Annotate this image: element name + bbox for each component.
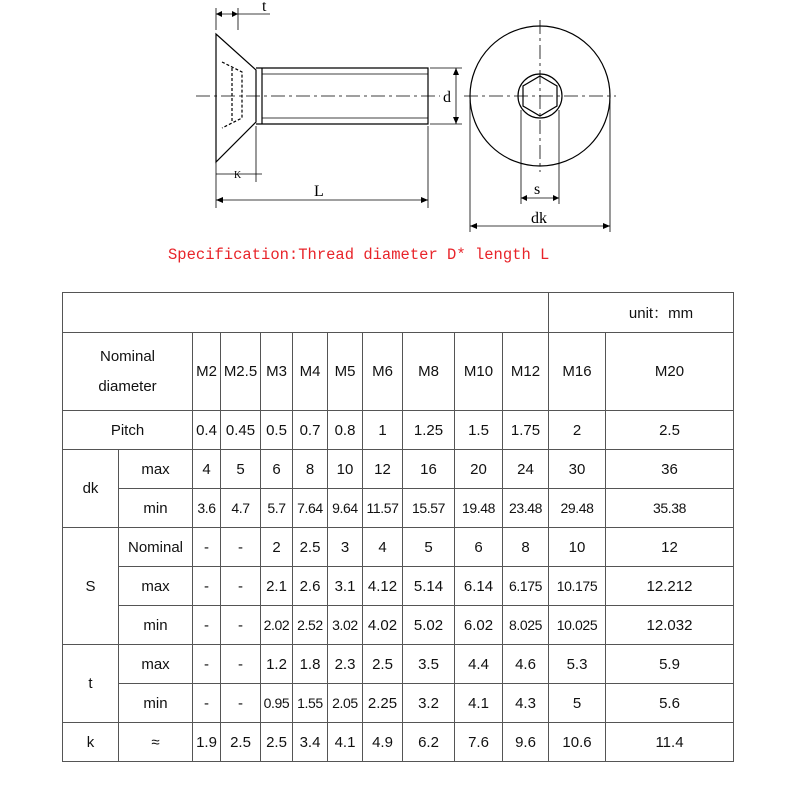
table-cell: 2.5 — [221, 723, 261, 762]
table-cell: 4.3 — [503, 684, 549, 723]
table-cell: 2.25 — [363, 684, 403, 723]
table-cell: 36 — [606, 450, 734, 489]
table-cell: 5.6 — [606, 684, 734, 723]
dim-label-d: d — [443, 89, 451, 106]
table-cell: 24 — [503, 450, 549, 489]
table-cell: 6 — [261, 450, 293, 489]
size-cell: M12 — [503, 333, 549, 411]
s-nominal-row — [63, 528, 734, 567]
table-cell: 2.5 — [606, 411, 734, 450]
table-cell: 20 — [455, 450, 503, 489]
table-cell: 15.57 — [403, 489, 455, 528]
table-cell: 2.5 — [363, 645, 403, 684]
size-cell: M3 — [261, 333, 293, 411]
size-cell: M8 — [403, 333, 455, 411]
table-cell: 4.7 — [221, 489, 261, 528]
pitch-row — [63, 411, 734, 450]
table-cell: 0.5 — [261, 411, 293, 450]
s-label: S — [63, 528, 119, 645]
table-cell: 7.64 — [293, 489, 328, 528]
table-cell: 8 — [293, 450, 328, 489]
table-cell: 10.025 — [549, 606, 606, 645]
table-cell: 11.4 — [606, 723, 734, 762]
s-max-row — [63, 567, 734, 606]
table-cell: 5.7 — [261, 489, 293, 528]
table-cell: 12.212 — [606, 567, 734, 606]
nominal-diameter-row — [63, 333, 734, 411]
t-max-label: max — [119, 645, 193, 684]
table-cell: 3.6 — [193, 489, 221, 528]
screw-technical-drawing — [0, 0, 800, 240]
table-cell: 1.5 — [455, 411, 503, 450]
table-cell: 4.1 — [455, 684, 503, 723]
dim-label-t: t — [262, 0, 267, 15]
table-cell: 4.02 — [363, 606, 403, 645]
dimension-table — [62, 292, 734, 762]
table-cell: 6 — [455, 528, 503, 567]
table-cell: - — [221, 528, 261, 567]
table-cell: 9.6 — [503, 723, 549, 762]
table-cell: 5.02 — [403, 606, 455, 645]
table-cell: 2.02 — [261, 606, 293, 645]
table-cell: 19.48 — [455, 489, 503, 528]
table-cell: 1.9 — [193, 723, 221, 762]
table-cell: - — [221, 567, 261, 606]
table-cell: 4.6 — [503, 645, 549, 684]
table-cell: - — [193, 606, 221, 645]
table-cell: 4.12 — [363, 567, 403, 606]
table-cell: 3.1 — [328, 567, 363, 606]
s-min-row — [63, 606, 734, 645]
table-cell: - — [221, 645, 261, 684]
table-cell: 12.032 — [606, 606, 734, 645]
table-cell: 4 — [193, 450, 221, 489]
dim-label-k: K — [234, 170, 242, 181]
size-cell: M2.5 — [221, 333, 261, 411]
table-cell: 2 — [549, 411, 606, 450]
s-min-label: min — [119, 606, 193, 645]
table-cell: - — [193, 567, 221, 606]
table-cell: 1.25 — [403, 411, 455, 450]
table-cell: - — [193, 684, 221, 723]
table-cell: 4.1 — [328, 723, 363, 762]
table-cell: 11.57 — [363, 489, 403, 528]
table-cell: 5 — [549, 684, 606, 723]
table-cell: 1.2 — [261, 645, 293, 684]
dk-max-row — [63, 450, 734, 489]
table-cell: 29.48 — [549, 489, 606, 528]
table-cell: - — [221, 684, 261, 723]
table-cell: 3.4 — [293, 723, 328, 762]
table-cell: 5 — [403, 528, 455, 567]
dk-max-label: max — [119, 450, 193, 489]
table-cell: 9.64 — [328, 489, 363, 528]
unit-label: unit：mm — [549, 293, 734, 333]
specification-text: Specification:Thread diameter D* length L — [168, 246, 550, 264]
table-cell: 16 — [403, 450, 455, 489]
table-cell: 6.14 — [455, 567, 503, 606]
table-cell: 5.14 — [403, 567, 455, 606]
table-cell: 1.55 — [293, 684, 328, 723]
table-cell: 3.02 — [328, 606, 363, 645]
dk-min-row — [63, 489, 734, 528]
table-cell: 4.9 — [363, 723, 403, 762]
table-cell: 1 — [363, 411, 403, 450]
table-cell: 0.45 — [221, 411, 261, 450]
pitch-label: Pitch — [63, 411, 193, 450]
t-max-row — [63, 645, 734, 684]
table-cell: 7.6 — [455, 723, 503, 762]
dk-min-label: min — [119, 489, 193, 528]
k-label: k — [63, 723, 119, 762]
table-cell: 2.5 — [261, 723, 293, 762]
dim-label-s: s — [534, 181, 541, 198]
header-blank-cell — [63, 293, 549, 333]
table-cell: 2.3 — [328, 645, 363, 684]
table-cell: 5.3 — [549, 645, 606, 684]
s-nominal-label: Nominal — [119, 528, 193, 567]
table-cell: 3.2 — [403, 684, 455, 723]
table-cell: 12 — [363, 450, 403, 489]
dim-label-dk: dk — [531, 210, 547, 227]
table-cell: 3 — [328, 528, 363, 567]
table-cell: 6.2 — [403, 723, 455, 762]
size-cell: M4 — [293, 333, 328, 411]
k-approx-label: ≈ — [119, 723, 193, 762]
t-min-row — [63, 684, 734, 723]
table-cell: 10 — [328, 450, 363, 489]
table-cell: 10.175 — [549, 567, 606, 606]
table-cell: - — [221, 606, 261, 645]
table-cell: 35.38 — [606, 489, 734, 528]
table-cell: 4.4 — [455, 645, 503, 684]
dk-label: dk — [63, 450, 119, 528]
table-cell: 6.02 — [455, 606, 503, 645]
k-row — [63, 723, 734, 762]
table-cell: 3.5 — [403, 645, 455, 684]
dim-label-l: L — [314, 183, 324, 200]
table-cell: 0.7 — [293, 411, 328, 450]
nominal-diameter-label: Nominal diameter — [63, 333, 193, 411]
size-cell: M20 — [606, 333, 734, 411]
size-cell: M2 — [193, 333, 221, 411]
t-min-label: min — [119, 684, 193, 723]
table-cell: 8.025 — [503, 606, 549, 645]
table-cell: 2.05 — [328, 684, 363, 723]
table-cell: 6.175 — [503, 567, 549, 606]
table-cell: 10 — [549, 528, 606, 567]
t-label: t — [63, 645, 119, 723]
table-cell: 8 — [503, 528, 549, 567]
table-cell: 4 — [363, 528, 403, 567]
table-cell: 12 — [606, 528, 734, 567]
table-cell: 0.95 — [261, 684, 293, 723]
size-cell: M16 — [549, 333, 606, 411]
table-cell: 0.4 — [193, 411, 221, 450]
table-cell: 2.52 — [293, 606, 328, 645]
table-cell: - — [193, 645, 221, 684]
table-cell: 2.1 — [261, 567, 293, 606]
table-cell: 0.8 — [328, 411, 363, 450]
size-cell: M6 — [363, 333, 403, 411]
size-cell: M10 — [455, 333, 503, 411]
table-cell: 23.48 — [503, 489, 549, 528]
size-cell: M5 — [328, 333, 363, 411]
screw-head-outline — [216, 34, 256, 162]
table-cell: 10.6 — [549, 723, 606, 762]
table-cell: 1.8 — [293, 645, 328, 684]
table-cell: 2.6 — [293, 567, 328, 606]
s-max-label: max — [119, 567, 193, 606]
table-cell: 5.9 — [606, 645, 734, 684]
table-cell: 2.5 — [293, 528, 328, 567]
table-cell: 5 — [221, 450, 261, 489]
table-cell: 1.75 — [503, 411, 549, 450]
table-cell: 30 — [549, 450, 606, 489]
table-cell: - — [193, 528, 221, 567]
table-cell: 2 — [261, 528, 293, 567]
